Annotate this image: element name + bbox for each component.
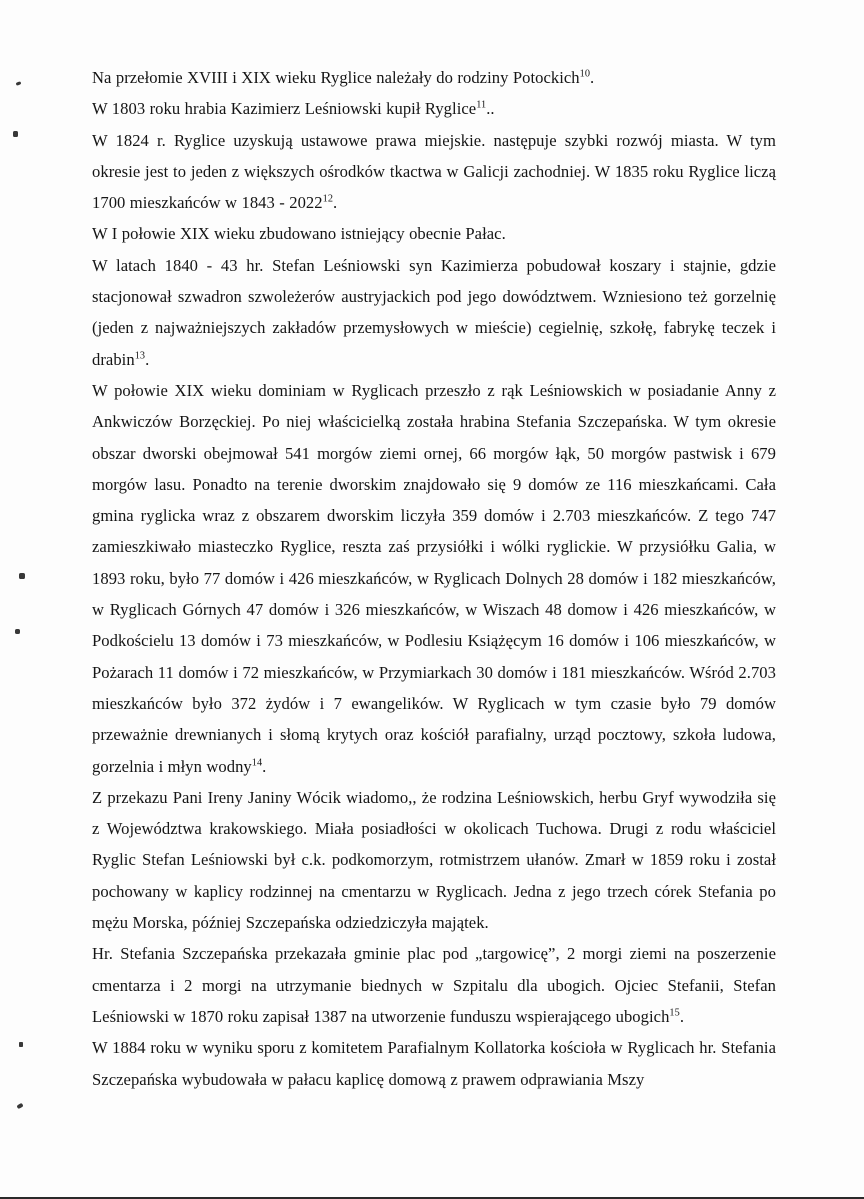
paragraph-text: W połowie XIX wieku dominiam w Ryglicach przeszło z rąk Leśniowskich w posiadanie Anny z Ankwiczów Borzęckiej. Po niej właścicielką została hrabina Stefania Szczepańska. W tym okresie obszar dworski obejmował 541 morgów ziemi ornej, 66 morgów łąk, 50 morgów pastwisk i 679 morgów lasu. Ponadto na terenie dworskim znajdowało się 9 domów ze 116 mieszkańcami. Cała gmina ryglicka wraz z obszarem dworskim liczyła 359 domów i 2.703 mieszkańców. Z tego 747 zamieszkiwało miasteczko Ryglice, reszta zaś przysiółki i wólki ryglickie. W przysiółku Galia, w 1893 roku, było 77 domów i 426 mieszkańców, w Ryglicach Dolnych 28 domów i 182 mieszkańców, w Ryglicach Górnych 47 domów i 326 mieszkańców, w Wiszach 48 domow i 426 mieszkańców, w Podkościelu 13 domów i 73 mieszkańców, w Podlesiu Książęcym 16 domów i 106 mieszkańców, w Pożarach 11 domów i 72 mieszkańców, w Przymiarkach 30 domów i 181 mieszkańców. Wśród 2.703 mieszkańców było 372 żydów i 7 ewangelików. W Ryglicach w tym czasie było 79 domów przeważnie drewnianych i słomą krytych oraz kościół parafialny, urząd pocztowy, szkoła ludowa, gorzelnia i młyn wodny: [92, 380, 776, 776]
paragraph-dominium: [92, 375, 776, 782]
paragraph-tail: .: [590, 68, 595, 87]
paragraph-tail: ..: [486, 99, 495, 119]
paragraph-tail: .: [145, 349, 150, 369]
paragraph-text: W 1803 roku hrabia Kazimierz Leśniowski kupił Ryglice: [92, 99, 477, 119]
scan-speckle-artifact: [16, 81, 22, 86]
paragraph-tail: .: [262, 756, 267, 776]
paragraph-1884: [92, 1032, 776, 1095]
paragraph-1824: [92, 125, 776, 219]
footnote-marker: 14: [251, 757, 263, 768]
footnote-marker: 13: [134, 350, 146, 362]
paragraph-text: W latach 1840 - 43 hr. Stefan Leśniowski syn Kazimierza pobudował koszary i stajnie, gdzie stacjonował szwadron szwoleżerów austryjackich pod jego dowództwem. Wzniesiono też gorzelnię (jeden z najważniejszych zakładów przemysłowych w mieście) cegielnię, szkołę, fabrykę teczek i drabin: [92, 255, 776, 369]
footnote-marker: 12: [322, 193, 334, 205]
paragraph-text: W I połowie XIX wieku zbudowano istniejący obecnie Pałac.: [92, 224, 506, 244]
scan-speckle-artifact: [19, 1042, 23, 1047]
scan-speckle-artifact: [16, 1103, 23, 1109]
scan-speckle-artifact: [15, 629, 20, 634]
paragraph-text: Z przekazu Pani Ireny Janiny Wócik wiadomo,, że rodzina Leśniowskich, herbu Gryf wywodziła się z Województwa krakowskiego. Miała posiadłości w okolicach Tuchowa. Drugi z rodu właściciel Ryglic Stefan Leśniowski był c.k. podkomorzym, rotmistrzem ułanów. Zmarł w 1859 roku i został pochowany w kaplicy rodzinnej na cmentarzu w Ryglicach. Jedna z jego trzech córek Stefania po mężu Morska, później Szczepańska odziedziczyła majątek.: [92, 787, 776, 933]
footnote-marker: 10: [579, 68, 591, 80]
paragraph-tail: .: [679, 1006, 685, 1026]
paragraph-text: Hr. Stefania Szczepańska przekazała gminie plac pod „targowicę”, 2 morgi ziemi na poszerzenie cmentarza i 2 morgi na utrzymanie biednych w Szpitalu dla ubogich. Ojciec Stefanii, Stefan Leśniowski w 1870 roku zapisał 1387 na utworzenie funduszu wspierającego ubogich: [92, 944, 776, 1026]
footnote-marker: 15: [669, 1007, 680, 1019]
paragraph-targowica: [92, 938, 776, 1032]
paragraph-potoccy: [92, 62, 776, 93]
paragraph-palac: [92, 218, 776, 249]
paragraph-wocik: [92, 782, 776, 938]
paragraph-text: W 1884 roku w wyniku sporu z komitetem Parafialnym Kollatorka kościoła w Ryglicach hr. Stefania Szczepańska wybudowała w pałacu kaplicę domową z prawem odprawiania Mszy: [92, 1038, 776, 1089]
paragraph-1840: [92, 250, 776, 375]
paragraph-text: Na przełomie XVIII i XIX wieku Ryglice należały do rodziny Potockich: [92, 68, 580, 87]
scan-speckle-artifact: [13, 131, 18, 137]
scan-speckle-artifact: [19, 573, 25, 579]
footnote-marker: 11: [476, 99, 487, 111]
document-body: [92, 62, 776, 1095]
paragraph-tail: .: [333, 193, 338, 213]
paragraph-1803: [92, 93, 776, 124]
paragraph-text: W 1824 r. Ryglice uzyskują ustawowe prawa miejskie. następuje szybki rozwój miasta. W tym okresie jest to jeden z większych ośrodków tkactwa w Galicji zachodniej. W 1835 roku Ryglice liczą 1700 mieszkańców w 1843 - 2022: [92, 130, 776, 213]
